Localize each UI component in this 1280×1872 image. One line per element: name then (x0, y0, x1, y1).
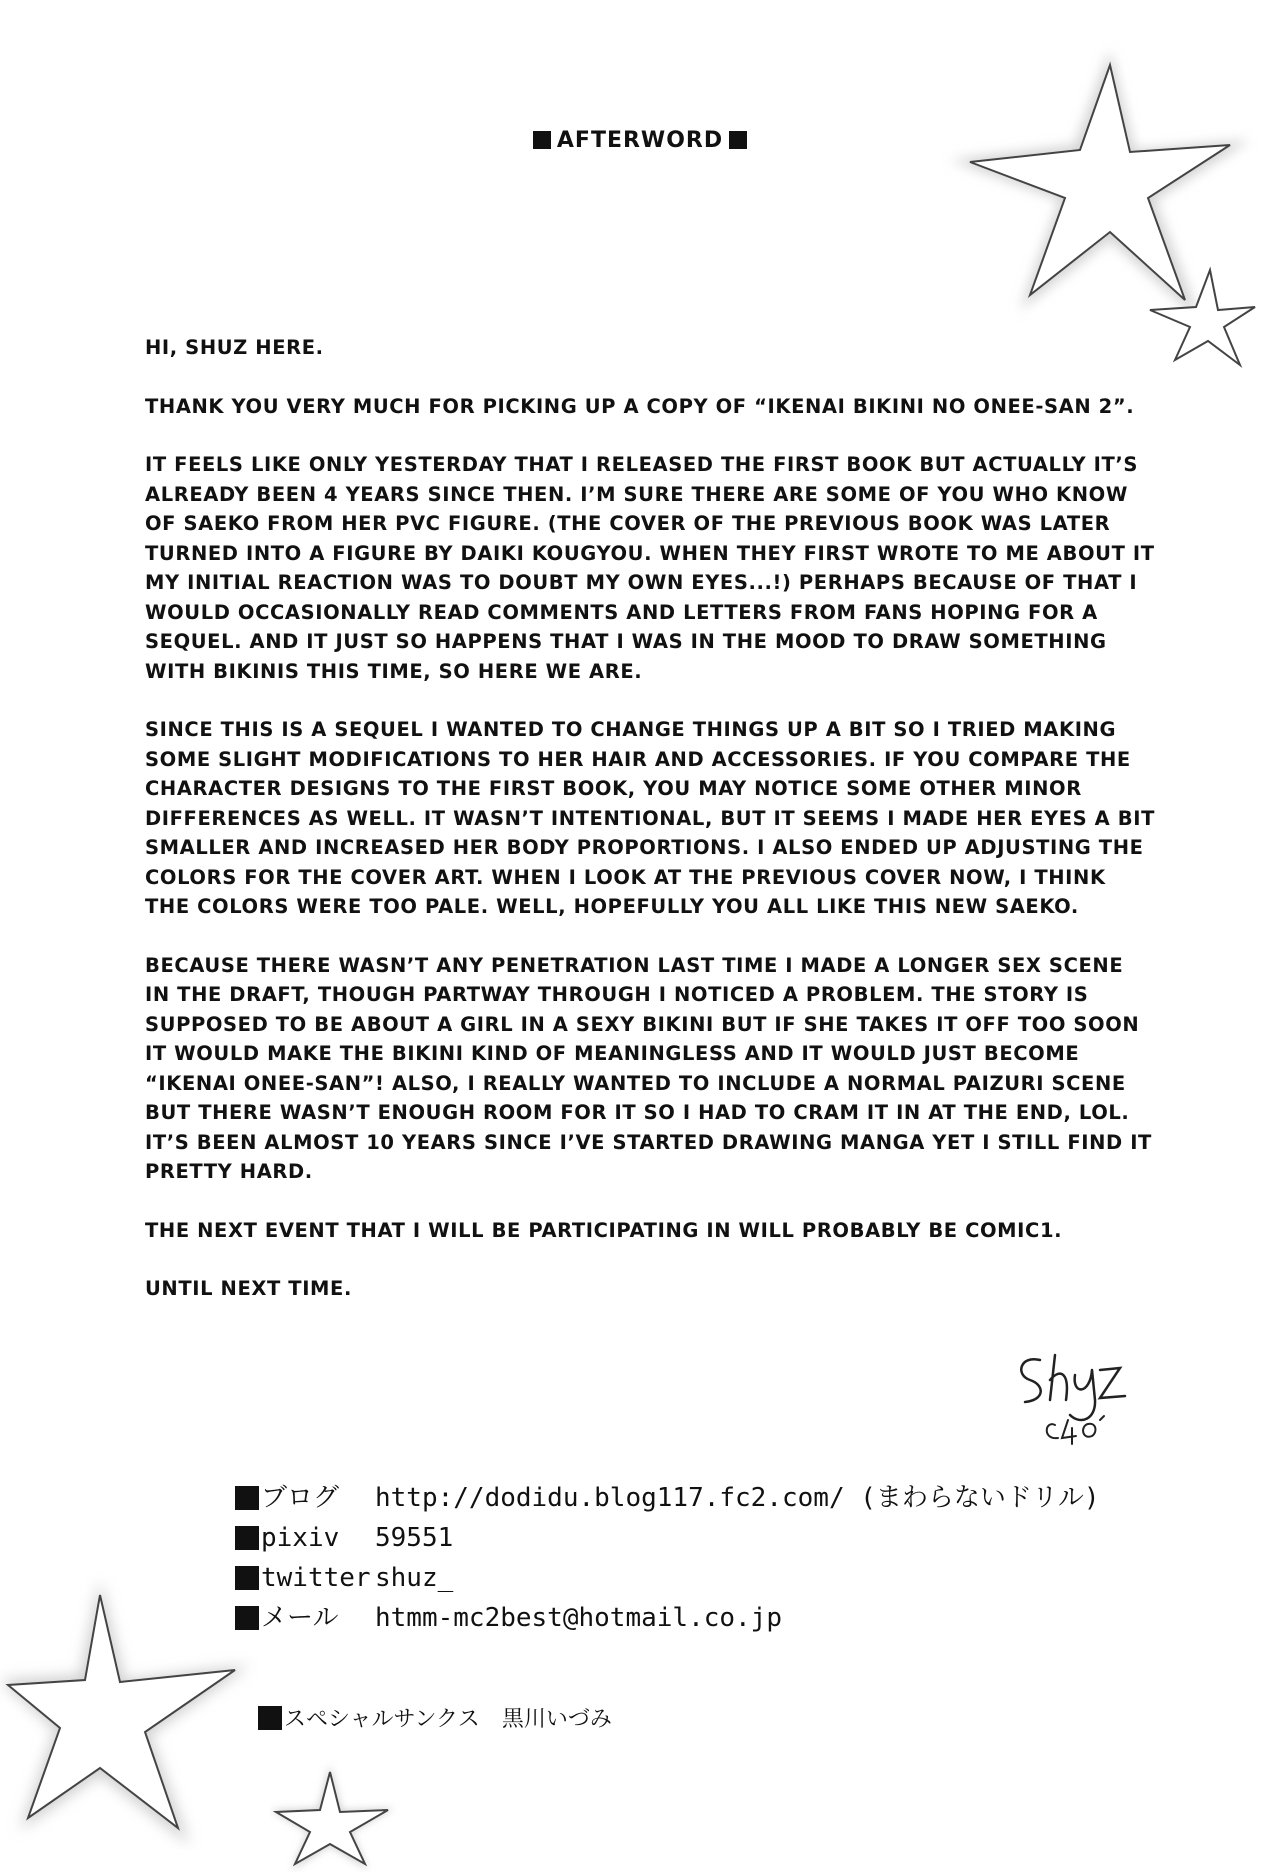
black-square-icon (235, 1526, 259, 1550)
black-square-icon (235, 1486, 259, 1510)
star-icon (1140, 265, 1260, 375)
black-square-icon (235, 1566, 259, 1590)
contact-label: メール (261, 1603, 339, 1633)
paragraph-story: BECAUSE THERE WASN’T ANY PENETRATION LAST TIME I MADE A LONGER SEX SCENE IN THE DRAFT, THOUGH PARTWAY THROUGH I NOTICED A PROBLEM. THE STORY IS SUPPOSED TO BE ABOUT A GIRL IN A SEXY BIKINI BUT IF SHE TAKES IT OFF TOO SOON IT WOULD MAKE THE BIKINI KIND OF MEANINGLESS AND IT WOULD JUST BECOME “IKENAI ONEE-SAN”! ALSO, I REALLY WANTED TO INCLUDE A NORMAL PAIZURI SCENE BUT THERE WASN’T ENOUGH ROOM FOR IT SO I HAD TO CRAM IT IN AT THE END, LOL. IT’S BEEN ALMOST 10 YEARS SINCE I’VE STARTED DRAWING MANGA YET I STILL FIND IT PRETTY HARD. (145, 953, 1152, 1183)
title-text: AFTERWORD (556, 128, 724, 153)
star-icon (270, 1760, 400, 1872)
paragraph-thanks: THANK YOU VERY MUCH FOR PICKING UP A COPY OF “IKENAI BIKINI NO ONEE-SAN 2”. (145, 394, 1135, 418)
paragraph-next-event: THE NEXT EVENT THAT I WILL BE PARTICIPATING IN WILL PROBABLY BE COMIC1. (145, 1218, 1063, 1242)
special-thanks (258, 1702, 612, 1733)
paragraph-greeting: HI, SHUZ HERE. (145, 336, 324, 359)
contact-row-pixiv (235, 1518, 1100, 1558)
black-square-icon (235, 1606, 259, 1630)
page-title (0, 128, 1280, 153)
email-address: htmm-mc2best@hotmail.co.jp (375, 1603, 782, 1633)
contact-label: twitter (261, 1563, 371, 1593)
black-square-icon (729, 131, 747, 149)
contact-info (235, 1478, 1100, 1638)
blog-url: http://dodidu.blog117.fc2.com/ (まわらないドリル) (375, 1483, 1100, 1513)
afterword-body (145, 333, 1155, 1333)
paragraph-first-book: IT FEELS LIKE ONLY YESTERDAY THAT I RELEASED THE FIRST BOOK BUT ACTUALLY IT’S ALREADY BEEN 4 YEARS SINCE THEN. I’M SURE THERE ARE SOME OF YOU WHO KNOW OF SAEKO FROM HER PVC FIGURE. (THE COVER OF THE PREVIOUS BOOK WAS LATER TURNED INTO A FIGURE BY DAIKI KOUGYOU. WHEN THEY FIRST WROTE TO ME ABOUT IT MY INITIAL REACTION WAS TO DOUBT MY OWN EYES...!) PERHAPS BECAUSE OF THAT I WOULD OCCASIONALLY READ COMMENTS AND LETTERS FROM FANS HOPING FOR A SEQUEL. AND IT JUST SO HAPPENS THAT I WAS IN THE MOOD TO DRAW SOMETHING WITH BIKINIS THIS TIME, SO HERE WE ARE. (145, 453, 1155, 683)
paragraph-sequel-design: SINCE THIS IS A SEQUEL I WANTED TO CHANGE THINGS UP A BIT SO I TRIED MAKING SOME SLIGHT MODIFICATIONS TO HER HAIR AND ACCESSORIES. IF YOU COMPARE THE CHARACTER DESIGNS TO THE FIRST BOOK, YOU MAY NOTICE SOME OTHER MINOR DIFFERENCES AS WELL. IT WASN’T INTENTIONAL, BUT IT SEEMS I MADE HER EYES A BIT SMALLER AND INCREASED HER BODY PROPORTIONS. I ALSO ENDED UP ADJUSTING THE COLORS FOR THE COVER ART. WHEN I LOOK AT THE PREVIOUS COVER NOW, I THINK THE COLORS WERE TOO PALE. WELL, HOPEFULLY YOU ALL LIKE THIS NEW SAEKO. (145, 718, 1155, 918)
black-square-icon (258, 1706, 282, 1730)
contact-row-twitter (235, 1558, 1100, 1598)
pixiv-id: 59551 (375, 1523, 454, 1553)
special-thanks-name: 黒川いづみ (501, 1707, 612, 1732)
paragraph-closing: UNTIL NEXT TIME. (145, 1277, 352, 1300)
contact-label: ブログ (261, 1483, 340, 1513)
black-square-icon (533, 131, 551, 149)
twitter-handle: shuz_ (375, 1563, 454, 1593)
contact-row-blog (235, 1478, 1100, 1518)
special-thanks-label: スペシャルサンクス (284, 1707, 480, 1732)
star-icon (0, 1570, 260, 1850)
contact-row-mail (235, 1598, 1100, 1638)
signature (1000, 1340, 1150, 1450)
contact-label: pixiv (261, 1523, 340, 1553)
